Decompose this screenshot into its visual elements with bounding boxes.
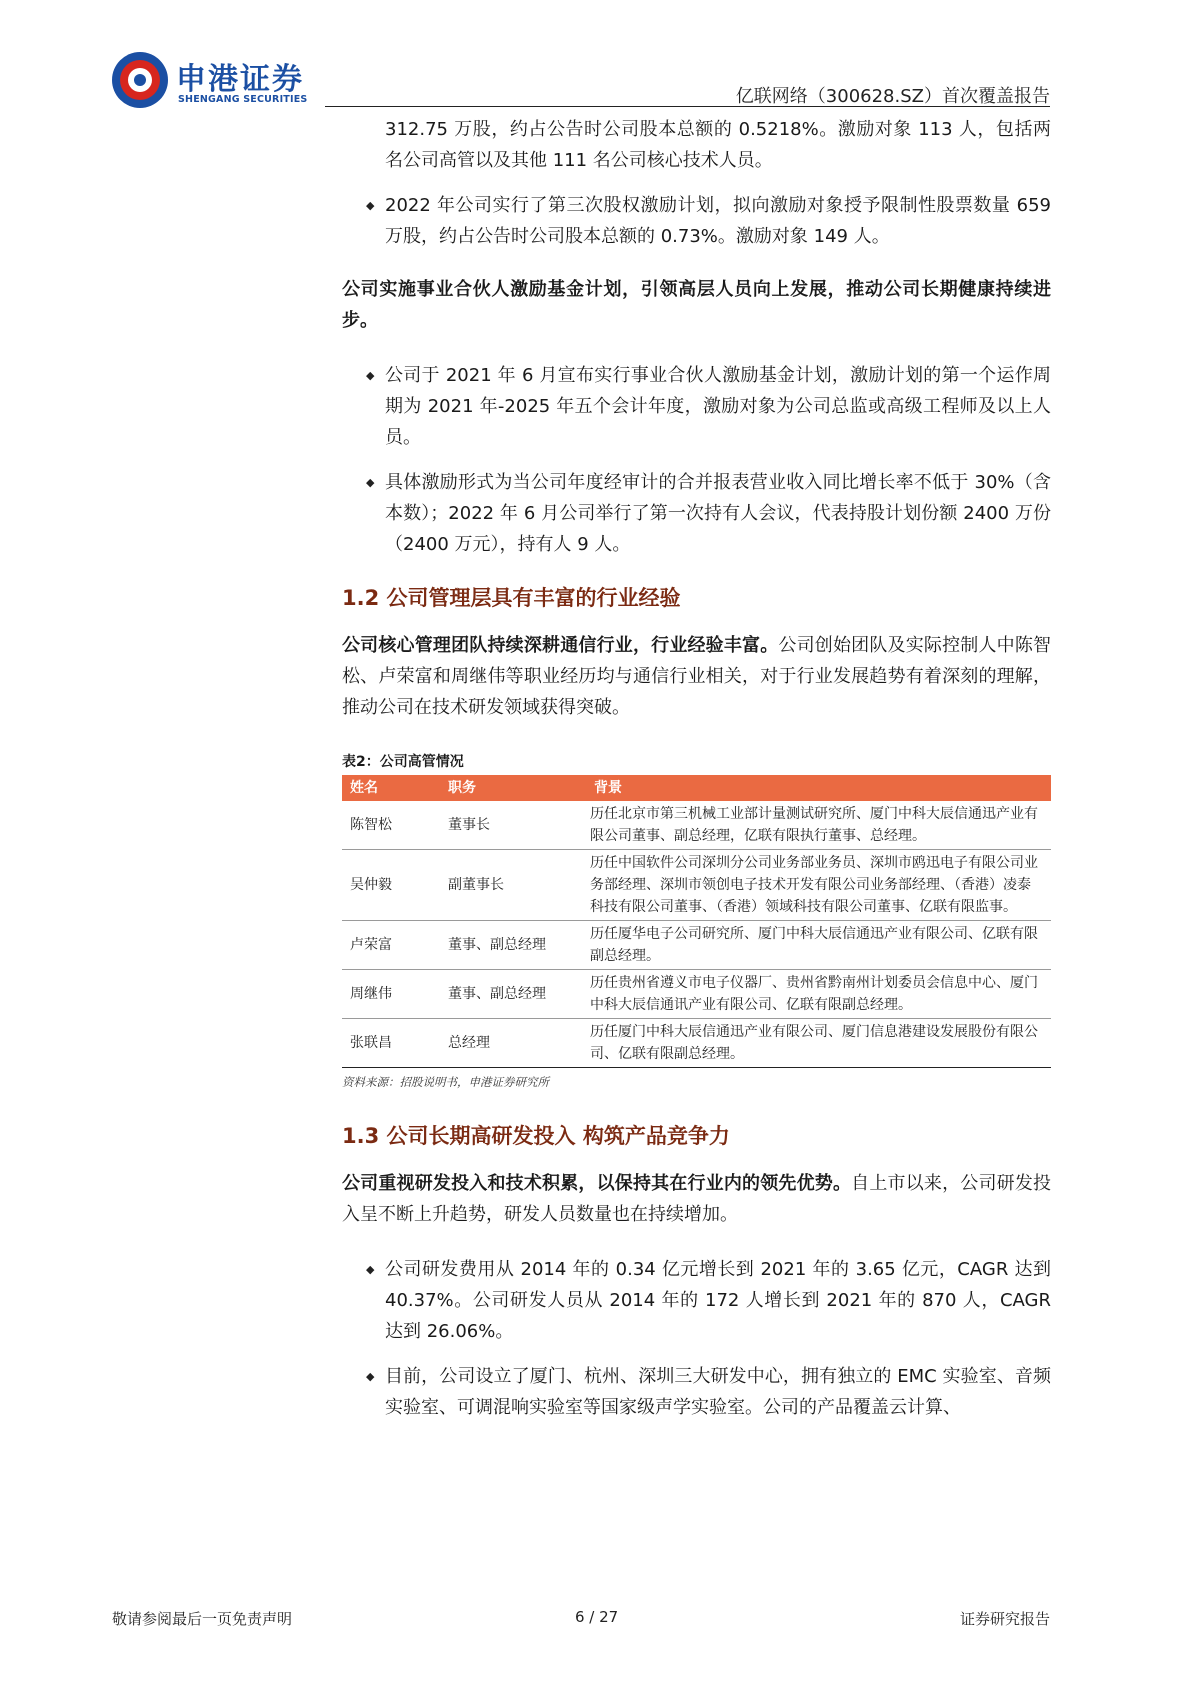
cell-role: 副董事长 [440, 850, 586, 921]
cell-name: 卢荣富 [342, 921, 440, 970]
bullet-incentive-form: ◆ 具体激励形式为当公司年度经审计的合并报表营业收入同比增长率不低于 30%（含本数）；2022 年 6 月公司举行了第一次持有人会议，代表持股计划份额 2400 万份（2400 万元），持有人 9 人。 [366, 467, 1051, 560]
management-table-block [342, 751, 1051, 1090]
header-divider [325, 106, 1050, 107]
cell-role: 董事长 [440, 801, 586, 850]
logo-subtitle: SHENGANG SECURITIES [178, 94, 308, 105]
col-header-name: 姓名 [342, 775, 440, 801]
cell-name: 吴仲毅 [342, 850, 440, 921]
management-paragraph [342, 630, 1051, 723]
bullet-2022-incentive: ◆ 2022 年公司实行了第三次股权激励计划，拟向激励对象授予限制性股票数量 659 万股，约占公告时公司股本总额的 0.73%。激励对象 149 人。 [366, 190, 1051, 252]
management-table [342, 775, 1051, 1068]
table-row [342, 970, 1051, 1019]
table-row [342, 1019, 1051, 1068]
table-header-row [342, 775, 1051, 801]
footer-doc-type: 证券研究报告 [959, 1610, 1050, 1628]
section-heading-1-3: 1.3 公司长期高研发投入 构筑产品竞争力 [342, 1124, 730, 1148]
management-lead: 公司核心管理团队持续深耕通信行业，行业经验丰富。 [342, 635, 779, 656]
table-source-note: 资料来源：招股说明书，申港证券研究所 [342, 1075, 549, 1089]
cell-role: 总经理 [440, 1019, 586, 1068]
partner-plan-heading: 公司实施事业合伙人激励基金计划，引领高层人员向上发展，推动公司长期健康持续进步。 [342, 279, 1051, 331]
bullet-rd-expense: ◆ 公司研发费用从 2014 年的 0.34 亿元增长到 2021 年的 3.65 亿元，CAGR 达到 40.37%。公司研发人员从 2014 年的 172 人增长到 2021 年的 870 人，CAGR 达到 26.06%。 [366, 1254, 1051, 1347]
cell-name: 周继伟 [342, 970, 440, 1019]
bullet-2021-partner-plan: ◆ 公司于 2021 年 6 月宣布实行事业合伙人激励基金计划，激励计划的第一个运作周期为 2021 年-2025 年五个会计年度，激励对象为公司总监或高级工程师及以上人员。 [366, 360, 1051, 453]
col-header-role: 职务 [440, 775, 586, 801]
table-row [342, 850, 1051, 921]
cell-role: 董事、副总经理 [440, 970, 586, 1019]
cell-background: 历任中国软件公司深圳分公司业务部业务员、深圳市鸥迅电子有限公司业务部经理、深圳市领创电子技术开发有限公司业务部经理、（香港）凌泰科技有限公司董事、（香港）领域科技有限公司董事、亿联有限监事。 [586, 850, 1051, 921]
col-header-background: 背景 [586, 775, 1051, 801]
cell-background: 历任北京市第三机械工业部计量测试研究所、厦门中科大辰信通迅产业有限公司董事、副总经理，亿联有限执行董事、总经理。 [586, 801, 1051, 850]
logo-name: 申港证券 [176, 62, 304, 97]
cell-background: 历任贵州省遵义市电子仪器厂、贵州省黔南州计划委员会信息中心、厦门中科大辰信通讯产业有限公司、亿联有限副总经理。 [586, 970, 1051, 1019]
cell-role: 董事、副总经理 [440, 921, 586, 970]
bullet-rd-centers: ◆ 目前，公司设立了厦门、杭州、深圳三大研发中心，拥有独立的 EMC 实验室、音频实验室、可调混响实验室等国家级声学实验室。公司的产品覆盖云计算、 [366, 1361, 1051, 1423]
section-heading-1-2: 1.2 公司管理层具有丰富的行业经验 [342, 586, 681, 610]
cell-name: 陈智松 [342, 801, 440, 850]
cell-name: 张联昌 [342, 1019, 440, 1068]
rd-paragraph [342, 1168, 1051, 1230]
table-row [342, 921, 1051, 970]
rd-lead: 公司重视研发投入和技术积累，以保持其在行业内的领先优势。 [342, 1173, 852, 1194]
bullet-continuation: 312.75 万股，约占公告时公司股本总额的 0.5218%。激励对象 113 人，包括两名公司高管以及其他 111 名公司核心技术人员。 [385, 119, 1051, 171]
cell-background: 历任厦门中科大辰信通迅产业有限公司、厦门信息港建设发展股份有限公司、亿联有限副总经理。 [586, 1019, 1051, 1068]
table-title: 表2：公司高管情况 [342, 754, 464, 770]
report-title: 亿联网络（300628.SZ）首次覆盖报告 [735, 86, 1050, 107]
cell-background: 历任厦华电子公司研究所、厦门中科大辰信通迅产业有限公司、亿联有限副总经理。 [586, 921, 1051, 970]
footer-disclaimer: 敬请参阅最后一页免责声明 [112, 1610, 293, 1628]
management-body: 公司创始团队及实际控制人中陈智松、卢荣富和周继伟等职业经历均与通信行业相关，对于行业发展趋势有着深刻的理解，推动公司在技术研发领域获得突破。 [342, 635, 1051, 718]
page-content [342, 114, 1051, 1437]
rd-body: 自上市以来，公司研发投入呈不断上升趋势，研发人员数量也在持续增加。 [342, 1173, 1051, 1225]
table-row [342, 801, 1051, 850]
page-number: 6 / 27 [575, 1608, 619, 1626]
